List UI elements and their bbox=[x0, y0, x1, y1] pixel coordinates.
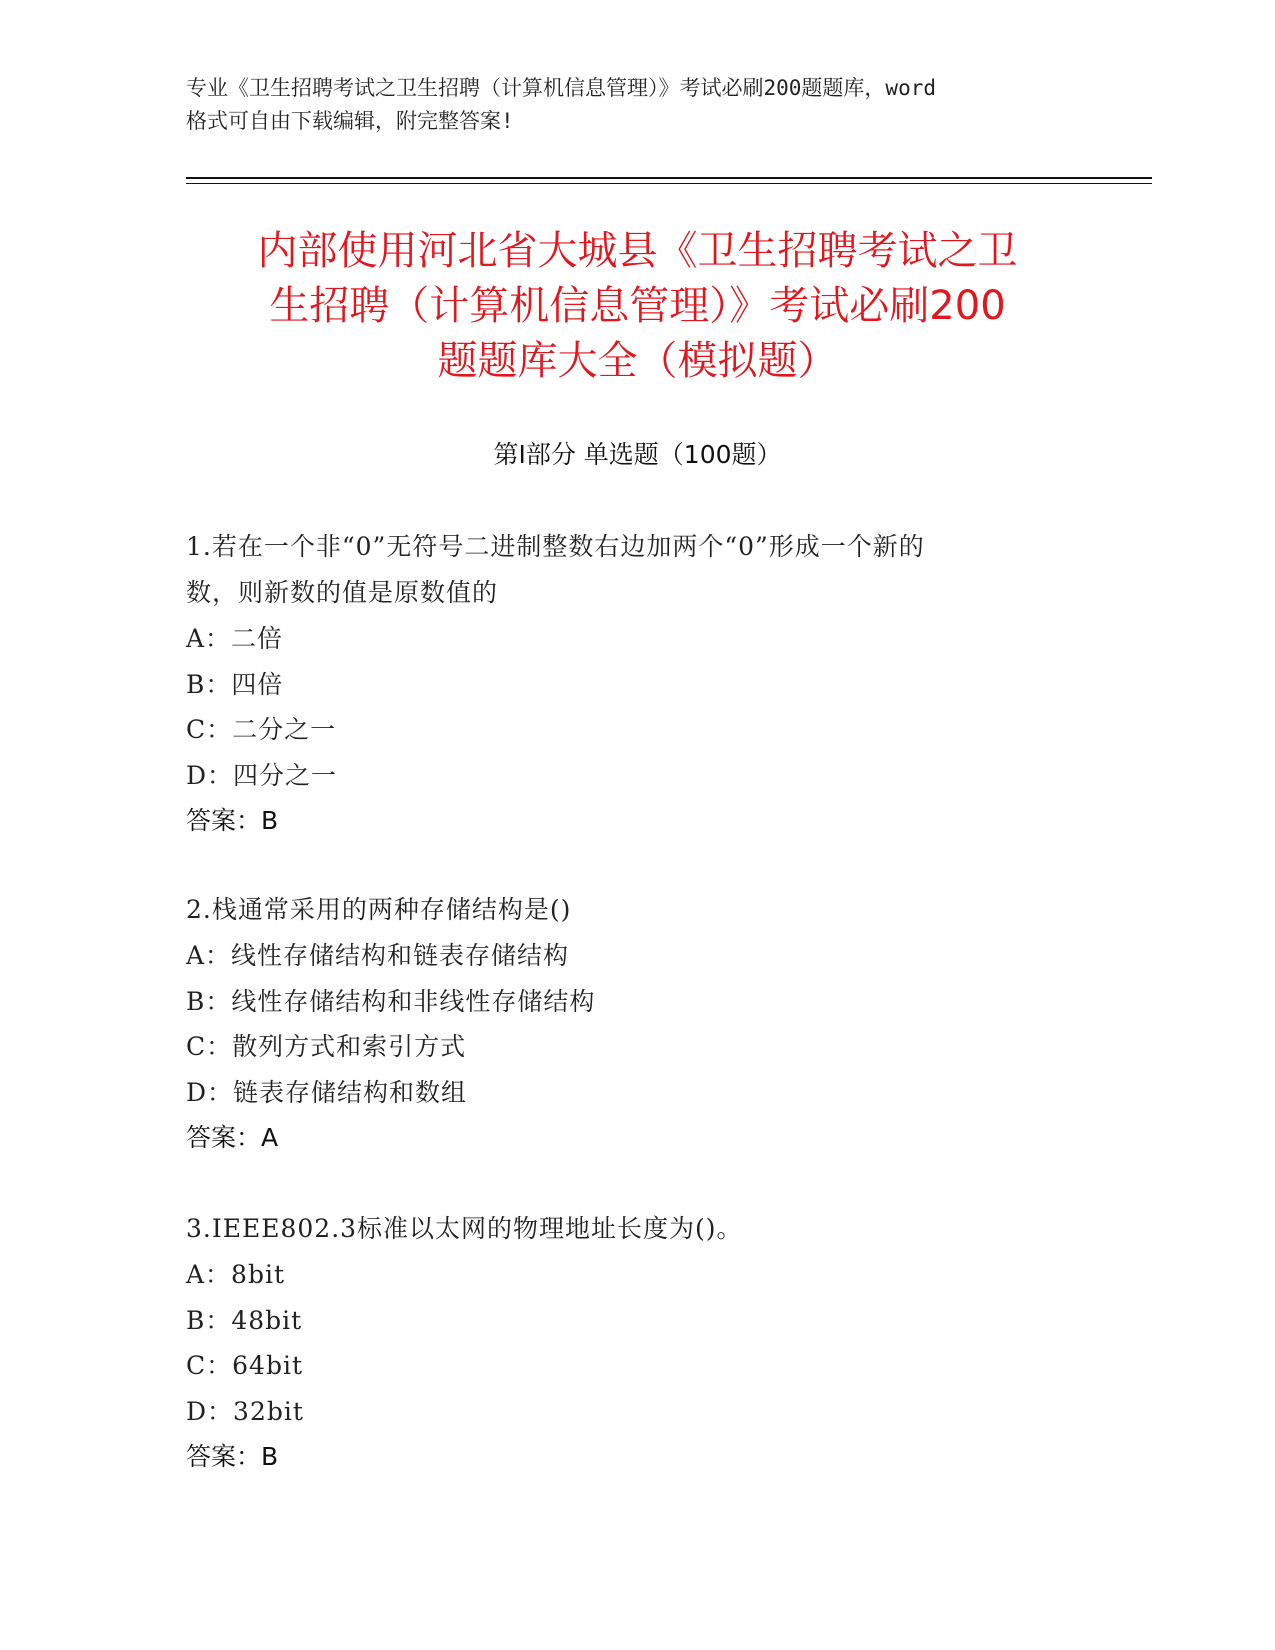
question-stem: 数，则新数的值是原数值的 bbox=[186, 578, 499, 607]
question-1 bbox=[186, 524, 1066, 844]
option-c: C：散列方式和索引方式 bbox=[186, 1032, 467, 1061]
header-note bbox=[186, 72, 1086, 138]
question-2 bbox=[186, 887, 1066, 1161]
answer: 答案：B bbox=[186, 1442, 279, 1471]
answer: 答案：A bbox=[186, 1123, 279, 1152]
answer: 答案：B bbox=[186, 806, 279, 835]
option-c: C：二分之一 bbox=[186, 715, 337, 744]
title-line: 内部使用河北省大城县《卫生招聘考试之卫 bbox=[257, 228, 1018, 274]
option-b: B：48bit bbox=[186, 1305, 303, 1335]
option-a: A：二倍 bbox=[186, 624, 284, 653]
option-a: A：线性存储结构和链表存储结构 bbox=[186, 941, 570, 970]
section-title: 第Ⅰ部分 单选题（100题） bbox=[493, 440, 782, 469]
title-line: 题题库大全（模拟题） bbox=[437, 338, 838, 384]
question-3 bbox=[186, 1206, 1066, 1480]
header-divider-thin bbox=[186, 183, 1152, 184]
option-d: D：32bit bbox=[186, 1396, 304, 1426]
title-line: 生招聘（计算机信息管理）》考试必刷200 bbox=[269, 283, 1006, 329]
header-note-line: 专业《卫生招聘考试之卫生招聘（计算机信息管理）》考试必刷200题题库，word bbox=[186, 76, 936, 100]
option-c: C：64bit bbox=[186, 1351, 303, 1380]
document-title bbox=[150, 224, 1125, 389]
question-stem: 2.栈通常采用的两种存储结构是() bbox=[186, 895, 572, 924]
header-divider bbox=[186, 177, 1152, 179]
question-stem: 1.若在一个非“0”无符号二进制整数右边加两个“0”形成一个新的 bbox=[186, 532, 925, 561]
option-b: B：线性存储结构和非线性存储结构 bbox=[186, 986, 596, 1016]
option-a: A：8bit bbox=[186, 1260, 286, 1289]
option-d: D：四分之一 bbox=[186, 760, 338, 790]
header-note-line: 格式可自由下载编辑，附完整答案! bbox=[186, 109, 514, 133]
option-d: D：链表存储结构和数组 bbox=[186, 1077, 468, 1107]
option-b: B：四倍 bbox=[186, 669, 284, 699]
question-stem: 3.IEEE802.3标准以太网的物理地址长度为()。 bbox=[186, 1214, 743, 1243]
